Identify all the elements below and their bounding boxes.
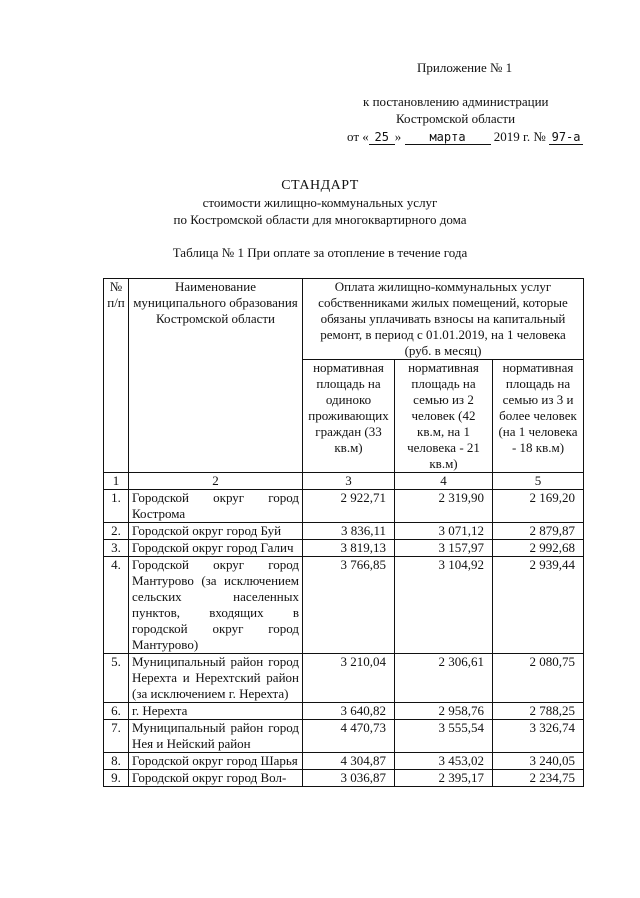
table-row: [104, 654, 584, 703]
document-subtitle-2: по Костромской области для многоквартирного дома: [173, 212, 467, 227]
row-value-family-3: 3 326,74: [493, 720, 584, 753]
row-municipality-name: Городской округ город Буй: [129, 523, 303, 540]
date-month: марта: [405, 130, 491, 145]
row-value-family-3: 2 879,87: [493, 523, 584, 540]
row-value-single: 3 836,11: [303, 523, 395, 540]
annex-date-line: [347, 129, 583, 145]
header-row: [104, 279, 584, 360]
annex-title: Приложение № 1: [417, 60, 513, 75]
row-value-family-2: 2 306,61: [395, 654, 493, 703]
row-value-family-3: 2 169,20: [493, 490, 584, 523]
row-municipality-name: Городской округ город Шарья: [129, 753, 303, 770]
table-row: [104, 490, 584, 523]
row-municipality-name: Городской округ город Галич: [129, 540, 303, 557]
row-number: 1.: [104, 490, 129, 523]
row-number: 4.: [104, 557, 129, 654]
table-row: [104, 523, 584, 540]
column-number: 4: [395, 473, 493, 490]
table-row: [104, 703, 584, 720]
subheader-family-2: нормативная площадь на семью из 2 человек (42 кв.м, на 1 человека - 21 кв.м): [395, 360, 493, 473]
date-day: 25: [369, 130, 395, 145]
row-value-single: 4 470,73: [303, 720, 395, 753]
table-row: [104, 770, 584, 787]
row-value-family-3: 3 240,05: [493, 753, 584, 770]
row-number: 7.: [104, 720, 129, 753]
row-number: 8.: [104, 753, 129, 770]
row-municipality-name: Муниципальный район город Нерехта и Нерехтский район (за исключением г. Нерехта): [129, 654, 303, 703]
annex-line-2: Костромской области: [396, 111, 516, 126]
date-prefix: от «: [347, 129, 369, 144]
row-value-family-3: 2 234,75: [493, 770, 584, 787]
row-value-family-3: 2 080,75: [493, 654, 584, 703]
row-municipality-name: Муниципальный район город Нея и Нейский район: [129, 720, 303, 753]
column-numbers-row: [104, 473, 584, 490]
header-payment: Оплата жилищно-коммунальных услуг собственниками жилых помещений, которые обязаны уплачивать взносы на капитальный ремонт, в период с 01.01.2019, на 1 человека (руб. в месяц): [303, 279, 584, 360]
row-number: 9.: [104, 770, 129, 787]
cost-standard-table: [103, 278, 584, 787]
row-value-family-2: 2 319,90: [395, 490, 493, 523]
subheader-single: нормативная площадь на одиноко проживающих граждан (33 кв.м): [303, 360, 395, 473]
row-value-family-2: 2 395,17: [395, 770, 493, 787]
row-number: 6.: [104, 703, 129, 720]
row-value-family-3: 2 939,44: [493, 557, 584, 654]
table-caption: Таблица № 1 При оплате за отопление в течение года: [172, 245, 468, 260]
header-name: Наименование муниципального образования Костромской области: [129, 279, 303, 473]
header-num: № п/п: [104, 279, 129, 473]
document-subtitle-1: стоимости жилищно-коммунальных услуг: [202, 195, 438, 210]
document-number: 97-а: [549, 130, 583, 145]
row-value-single: 3 210,04: [303, 654, 395, 703]
row-value-family-3: 2 788,25: [493, 703, 584, 720]
row-number: 3.: [104, 540, 129, 557]
row-value-family-2: 3 071,12: [395, 523, 493, 540]
row-value-family-3: 2 992,68: [493, 540, 584, 557]
row-value-family-2: 2 958,76: [395, 703, 493, 720]
table-row: [104, 753, 584, 770]
row-value-family-2: 3 555,54: [395, 720, 493, 753]
row-value-single: 4 304,87: [303, 753, 395, 770]
row-value-family-2: 3 157,97: [395, 540, 493, 557]
row-number: 5.: [104, 654, 129, 703]
row-value-single: 2 922,71: [303, 490, 395, 523]
column-number: 3: [303, 473, 395, 490]
row-municipality-name: Городской округ город Кострома: [129, 490, 303, 523]
annex-line-1: к постановлению администрации: [363, 94, 549, 109]
column-number: 2: [129, 473, 303, 490]
date-mid: »: [394, 129, 402, 144]
table-row: [104, 540, 584, 557]
table-row: [104, 720, 584, 753]
row-value-family-2: 3 453,02: [395, 753, 493, 770]
row-value-single: 3 640,82: [303, 703, 395, 720]
row-value-family-2: 3 104,92: [395, 557, 493, 654]
row-municipality-name: Городской округ город Вол-: [129, 770, 303, 787]
row-value-single: 3 036,87: [303, 770, 395, 787]
row-municipality-name: г. Нерехта: [129, 703, 303, 720]
row-value-single: 3 819,13: [303, 540, 395, 557]
table-row: [104, 557, 584, 654]
row-municipality-name: Городской округ город Мантурово (за исключением сельских населенных пунктов, входящих в городской округ город Мантурово): [129, 557, 303, 654]
row-number: 2.: [104, 523, 129, 540]
subheader-family-3: нормативная площадь на семью из 3 и более человек (на 1 человека - 18 кв.м): [493, 360, 584, 473]
row-value-single: 3 766,85: [303, 557, 395, 654]
document-title: СТАНДАРТ: [281, 178, 359, 193]
date-year: 2019 г. №: [493, 129, 546, 144]
column-number: 1: [104, 473, 129, 490]
column-number: 5: [493, 473, 584, 490]
